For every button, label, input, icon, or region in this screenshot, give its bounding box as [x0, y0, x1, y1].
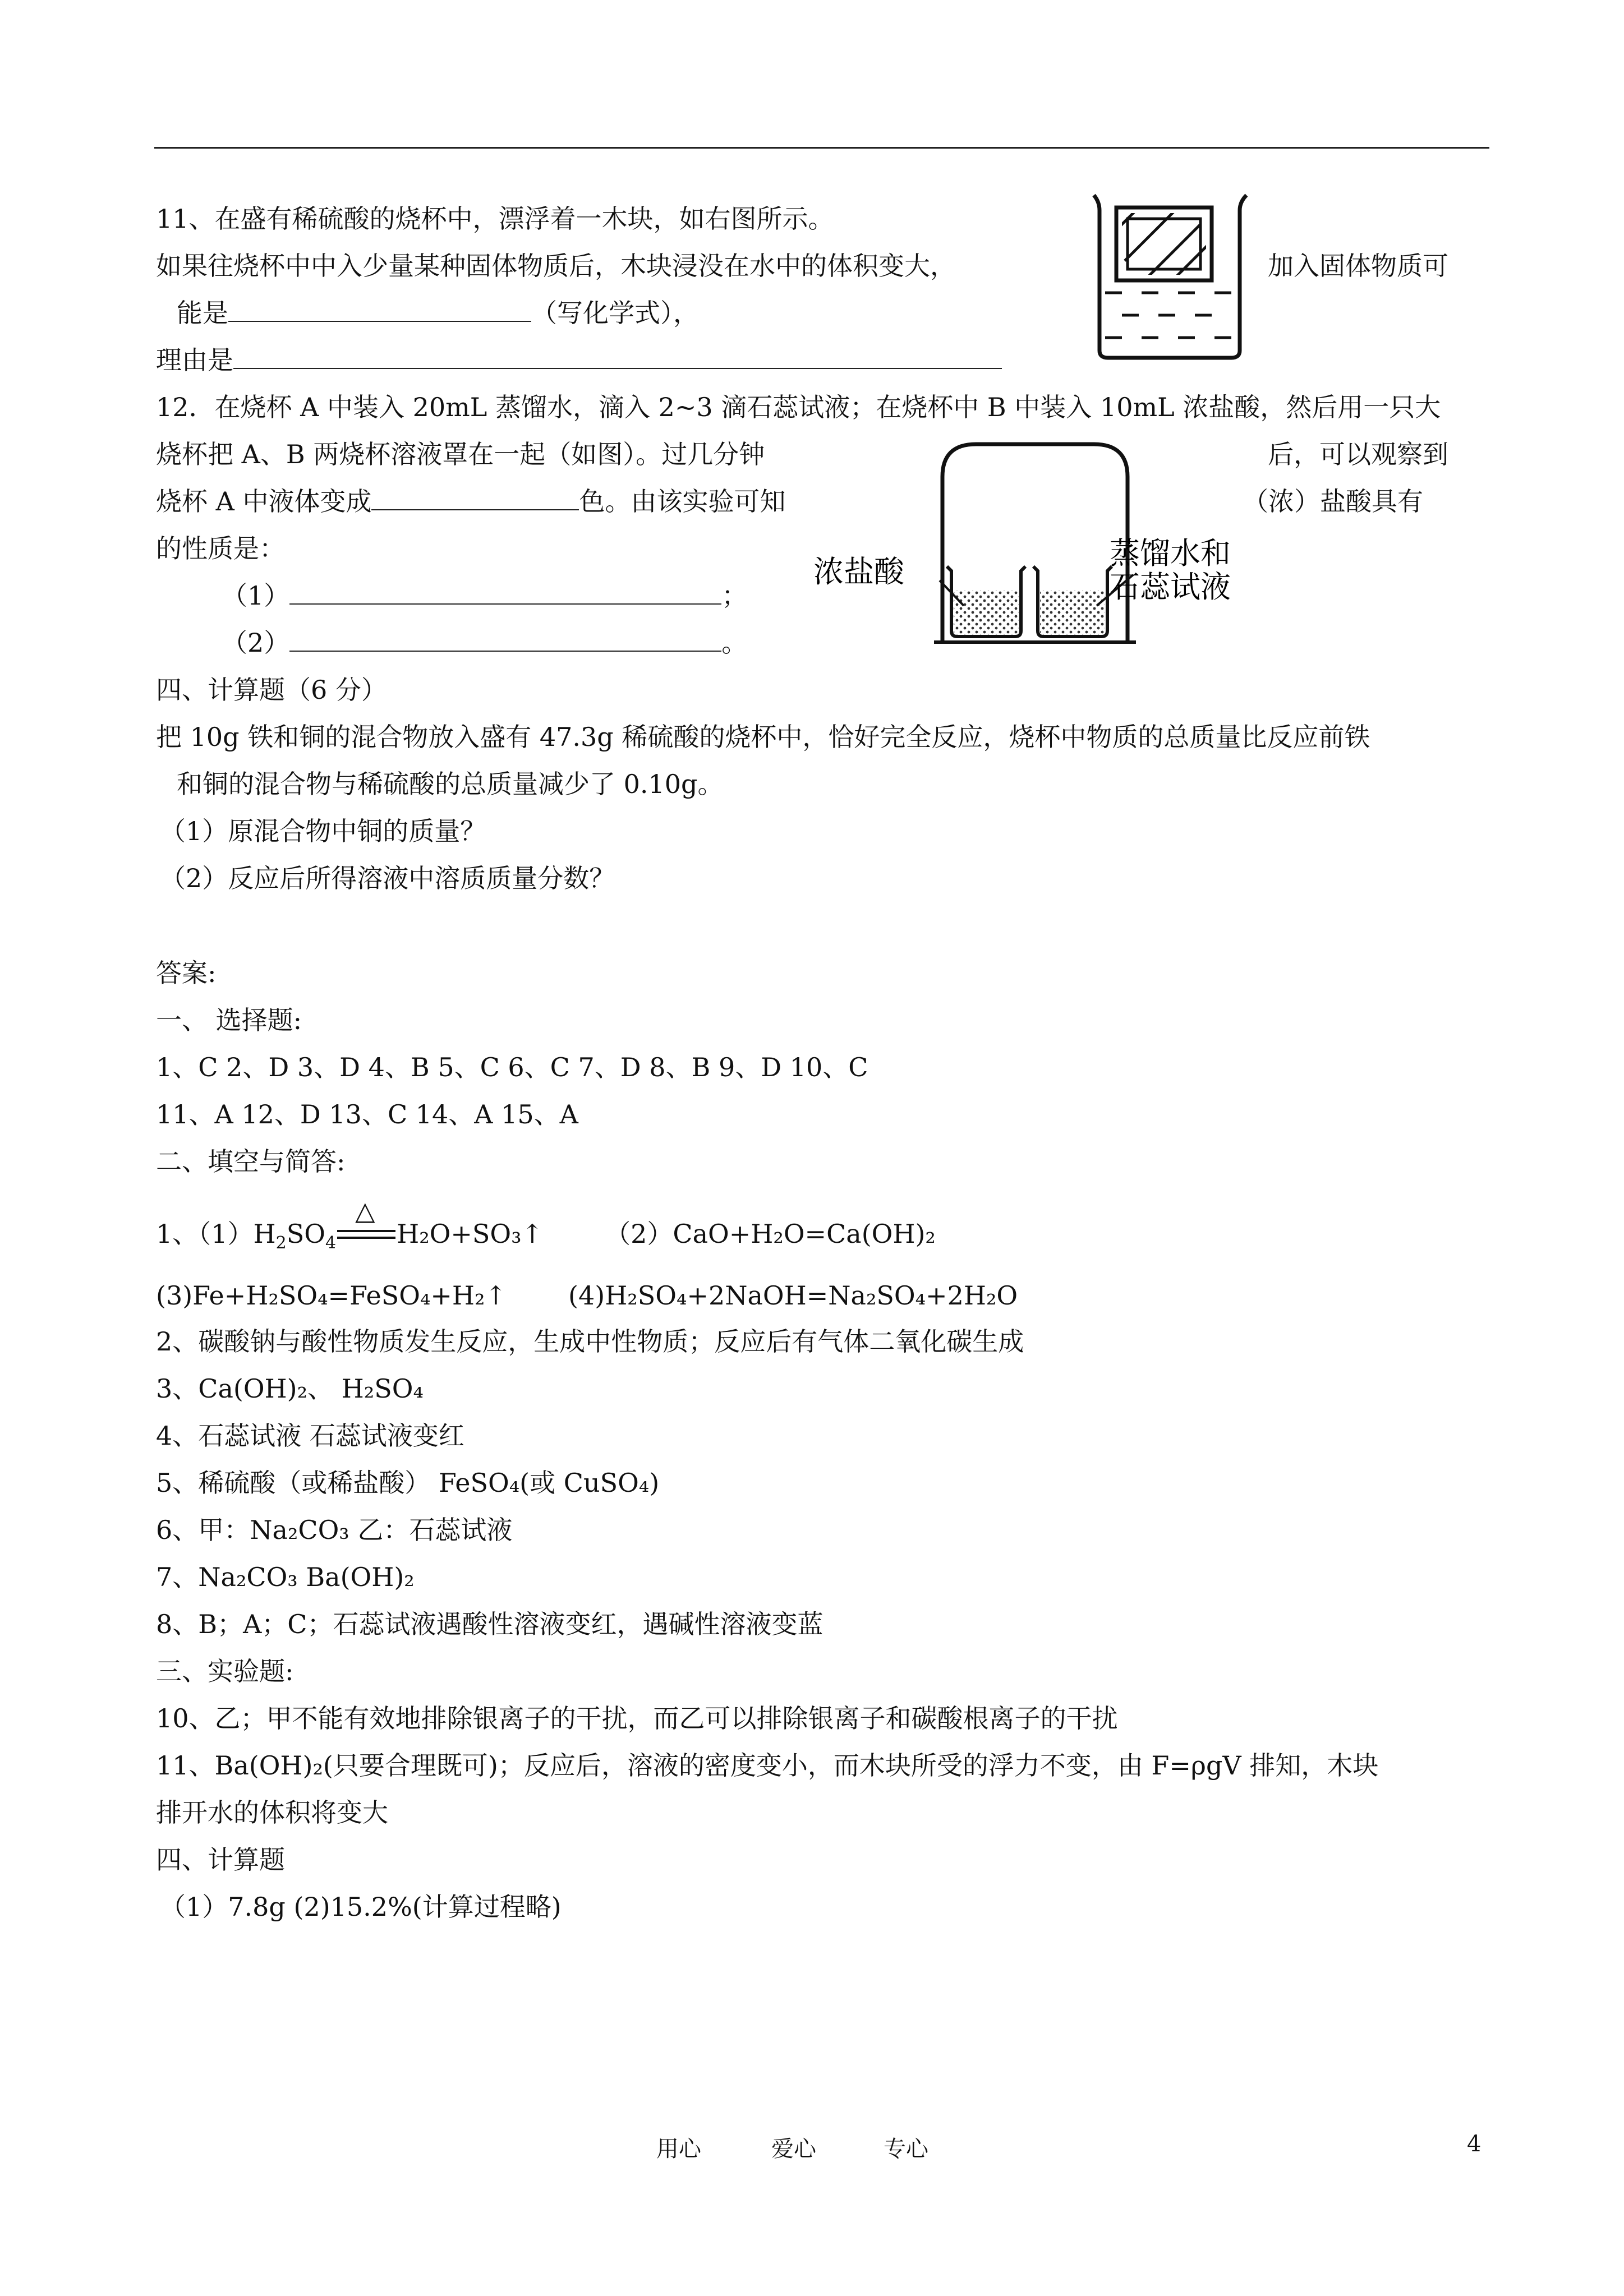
q12-property-2: [222, 626, 747, 660]
answers-section2: 二、填空与简答:: [156, 1146, 346, 1177]
q11-answer-blank[interactable]: [228, 296, 531, 322]
footer-motto-2: 爱心: [771, 2136, 816, 2162]
answers-heading: 答案:: [156, 958, 217, 988]
bell-jar-figure: [813, 437, 1251, 651]
answers-section4: 四、计算题: [156, 1845, 285, 1875]
q12-line2a: 烧杯把 A、B 两烧杯溶液罩在一起（如图）。过几分钟: [156, 439, 765, 469]
eq1-prefix: 1、（1）: [156, 1219, 254, 1249]
answers-mc-1: 1、C 2、D 3、D 4、B 5、C 6、C 7、D 8、B 9、D 10、C: [156, 1052, 868, 1082]
q11-line2a: 如果往烧杯中中入少量某种固体物质后，木块浸没在水中的体积变大，: [156, 251, 956, 281]
footer-motto-1: 用心: [656, 2136, 701, 2162]
q12-line3c: （浓）盐酸具有: [1243, 486, 1423, 517]
beaker-wood-figure: [1083, 191, 1262, 365]
calc-q2: （2）反应后所得溶液中溶质质量分数？: [160, 863, 615, 893]
q11-line4: [156, 343, 1002, 377]
q12-p1-blank[interactable]: [289, 579, 721, 605]
fig-label-litmus: 石蕊试液: [1110, 569, 1231, 605]
calc-q1: （1）原混合物中铜的质量？: [160, 816, 486, 846]
answer-4: 4、石蕊试液 石蕊试液变红: [156, 1421, 464, 1451]
answer-8: 8、B；A；C；石蕊试液遇酸性溶液变红，遇碱性溶液变蓝: [156, 1609, 823, 1639]
q12-line3: [156, 485, 785, 518]
answer-2: 2、碳酸钠与酸性物质发生反应，生成中性物质；反应后有气体二氧化碳生成: [156, 1326, 1024, 1357]
q12-property-1: [222, 579, 747, 612]
eq3: (3)Fe+H₂SO₄=FeSO₄+H₂↑: [156, 1280, 507, 1311]
q12-line4: 的性质是：: [156, 533, 285, 564]
q11-line3: [177, 296, 699, 330]
eq1-products: H₂O+SO₃↑: [397, 1219, 544, 1249]
q12-line2b: 后，可以观察到: [1268, 439, 1448, 469]
answer-10: 10、乙；甲不能有效地排除银离子的干扰，而乙可以排除银离子和碳酸根离子的干扰: [156, 1703, 1118, 1733]
calc-line2: 和铜的混合物与稀硫酸的总质量减少了 0.10g。: [177, 769, 724, 799]
answer-1-equations-b: [156, 1279, 1018, 1312]
footer-motto-3: 专心: [884, 2136, 928, 2162]
q12-p1-end: ；: [721, 580, 748, 611]
q12-p2-blank[interactable]: [289, 626, 721, 652]
eq4: (4)H₂SO₄+2NaOH=Na₂SO₄+2H₂O: [568, 1280, 1018, 1311]
answer-6: 6、甲：Na₂CO₃ 乙：石蕊试液: [156, 1515, 513, 1545]
q12-p2-label: （2）: [222, 628, 290, 658]
answer-11-line2: 排开水的体积将变大: [156, 1797, 388, 1828]
eq2: （2）CaO+H₂O=Ca(OH)₂: [605, 1219, 936, 1249]
q11-reason-blank[interactable]: [233, 343, 1002, 369]
heat-arrow: [336, 1196, 397, 1250]
q12-line3b: 色。由该实验可知: [579, 486, 786, 517]
q11-line4-text: 理由是: [156, 345, 233, 375]
answer-11-line1: 11、Ba(OH)₂(只要合理既可)；反应后，溶液的密度变小，而木块所受的浮力不变，由 F=ρgV 排知，木块: [156, 1750, 1379, 1781]
page-number: 4: [1467, 2131, 1482, 2157]
q11-line1: 11、在盛有稀硫酸的烧杯中，漂浮着一木块，如右图所示。: [156, 204, 834, 234]
answers-mc-2: 11、A 12、D 13、C 14、A 15、A: [156, 1099, 578, 1129]
answer-calc: （1）7.8g (2)15.2%(计算过程略): [160, 1892, 562, 1922]
q12-line3a: 烧杯 A 中液体变成: [156, 486, 372, 517]
fig-label-water: 蒸馏水和: [1110, 536, 1231, 571]
q12-p1-label: （1）: [222, 580, 290, 611]
answer-7: 7、Na₂CO₃ Ba(OH)₂: [156, 1562, 415, 1592]
q12-p2-end: 。: [721, 628, 748, 658]
answers-section3: 三、实验题:: [156, 1656, 294, 1686]
q12-line1: 12．在烧杯 A 中装入 20mL 蒸馏水，滴入 2~3 滴石蕊试液；在烧杯中 B 中装入 10mL 浓盐酸，然后用一只大: [156, 392, 1441, 422]
eq1-reactant: $H_2SO_4$: [253, 1219, 337, 1253]
header-rule: [154, 147, 1489, 149]
fig-label-hcl: 浓盐酸: [813, 554, 904, 589]
q11-line3b: （写化学式），: [531, 298, 699, 328]
heat-triangle: △: [355, 1196, 375, 1226]
q12-color-blank[interactable]: [371, 485, 579, 510]
q11-line2b: 加入固体物质可: [1268, 251, 1448, 281]
answer-5: 5、稀硫酸（或稀盐酸） FeSO₄(或 CuSO₄): [156, 1468, 660, 1498]
q11-line3a: 能是: [177, 298, 228, 328]
calc-heading: 四、计算题（6 分）: [156, 675, 387, 705]
answer-3: 3、Ca(OH)₂、 H₂SO₄: [156, 1373, 424, 1404]
calc-line1: 把 10g 铁和铜的混合物放入盛有 47.3g 稀硫酸的烧杯中，恰好完全反应，烧杯中物质的总质量比反应前铁: [156, 722, 1370, 752]
answer-1-equations: [156, 1196, 936, 1260]
answers-section1: 一、 选择题:: [156, 1005, 302, 1035]
